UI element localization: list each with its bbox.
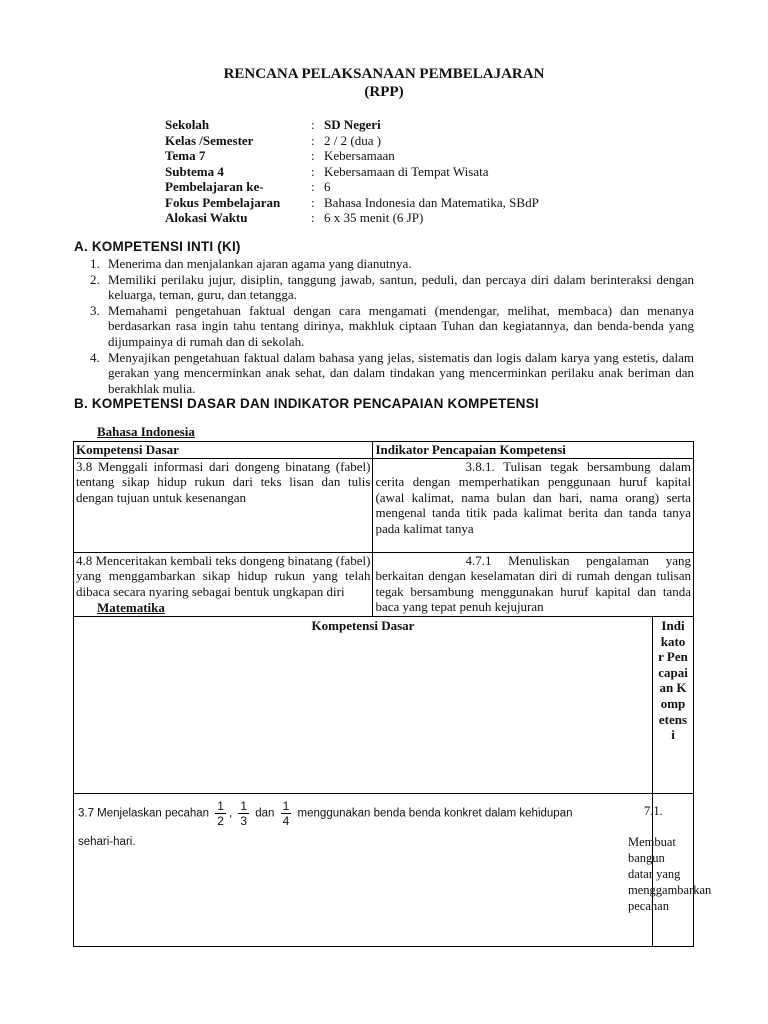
column-header-text: Indikator Pencapaian Kompetensi: [658, 618, 688, 743]
kd-prefix: 3.7 Menjelaskan pecahan: [78, 807, 210, 820]
list-item: [90, 256, 694, 272]
identity-label: Tema 7: [165, 148, 206, 163]
indicator-text: Membuat bangun datar yang menggambarkan pecahan: [628, 835, 712, 913]
bahasa-subheading: Bahasa Indonesia: [97, 424, 195, 439]
fraction-one-half: [215, 799, 226, 828]
list-item: [90, 350, 694, 397]
identity-value: Kebersamaan di Tempat Wisata: [324, 163, 489, 179]
ki-list: [90, 256, 694, 396]
identity-value: SD Negeri: [324, 117, 381, 132]
fraction-one-quarter: [281, 799, 292, 828]
identity-value: 6: [324, 179, 331, 194]
table-row: [74, 794, 694, 947]
identity-row: [165, 195, 539, 211]
table-row: [74, 458, 694, 552]
identity-label: Fokus Pembelajaran: [165, 194, 281, 210]
fraction-numerator: 1: [217, 799, 224, 813]
list-number: 1.: [90, 256, 100, 271]
column-header: [653, 617, 694, 794]
fraction-separator: ,: [228, 807, 233, 820]
identity-colon: :: [311, 117, 315, 132]
section-a-heading: A. KOMPETENSI INTI (KI): [74, 239, 241, 254]
identity-value: 6 x 35 menit (6 JP): [324, 210, 424, 225]
identity-value: Bahasa Indonesia dan Matematika, SBdP: [324, 194, 539, 210]
fraction-numerator: 1: [240, 799, 248, 813]
identity-row: [165, 210, 539, 226]
kd-cell: [74, 794, 653, 947]
fraction-numerator: 1: [282, 799, 290, 813]
fraction-denominator: 2: [217, 814, 224, 828]
identity-label: Subtema 4: [165, 163, 224, 179]
identity-label: Pembelajaran ke-: [165, 179, 264, 194]
matematika-table: [73, 616, 712, 947]
list-number: 3.: [90, 302, 100, 318]
indicator-cell: 4.7.1 Menuliskan pengalaman yang berkaitan dengan keselamatan diri di rumah dengan tulisan tegak bersambung menggunakan huruf kapital dan tanda baca yang tepat penuh kejujuran: [373, 552, 694, 616]
identity-colon: :: [311, 194, 315, 210]
list-number: 4.: [90, 349, 100, 365]
identity-colon: :: [311, 163, 315, 179]
document-title: RENCANA PELAKSANAAN PEMBELAJARAN: [223, 66, 545, 82]
identity-row: [165, 117, 539, 133]
table-row: [74, 552, 694, 616]
identity-value: 2 / 2 (dua ): [324, 132, 382, 148]
list-number: 2.: [90, 271, 100, 287]
identity-label: Kelas /Semester: [165, 132, 254, 148]
list-item: [90, 303, 694, 350]
identity-label: Alokasi Waktu: [165, 210, 248, 225]
indicator-cell: [628, 794, 712, 947]
identity-row: [165, 164, 539, 180]
list-item: [90, 272, 694, 303]
identity-colon: :: [311, 179, 315, 194]
identity-row: [165, 179, 539, 195]
section-b-heading: B. KOMPETENSI DASAR DAN INDIKATOR PENCAPAIAN KOMPETENSI: [74, 396, 539, 411]
column-header: Indikator Pencapaian Kompetensi: [373, 442, 694, 459]
matematika-subheading: Matematika: [97, 600, 165, 615]
identity-colon: :: [311, 148, 315, 163]
fraction-one-third: [238, 799, 249, 828]
kd-line-2: sehari-hari.: [78, 836, 136, 848]
table-header-row: [74, 442, 694, 459]
identity-colon: :: [311, 210, 315, 225]
indicator-number: 7.1.: [644, 804, 663, 818]
kd-cell: 4.8 Menceritakan kembali teks dongeng binatang (fabel) yang menggambarkan sikap hidup rukun yang telah dibaca secara nyaring sebagai bentuk ungkapan diri: [74, 552, 373, 616]
fraction-denominator: 3: [240, 814, 248, 828]
kd-and: dan: [255, 807, 275, 820]
identity-label: Sekolah: [165, 117, 210, 132]
indicator-cell: 3.8.1. Tulisan tegak bersambung dalam cerita dengan memperhatikan penggunaan huruf kapital (awal kalimat, nama bulan dan hari, nama orang) serta mengenal tanda titik pada kalimat berita dan tanda tanya pada kalimat tanya: [373, 458, 694, 552]
list-text: Memiliki perilaku jujur, disiplin, tanggung jawab, santun, peduli, dan percaya diri dalam berinteraksi dengan keluarga, teman, guru, dan tetangga.: [108, 271, 694, 303]
identity-row: [165, 133, 539, 149]
column-header: Kompetensi Dasar: [74, 617, 653, 794]
identity-block: [165, 117, 539, 226]
table-header-row: [74, 617, 694, 794]
kd-suffix: menggunakan benda benda konkret dalam kehidupan: [297, 807, 573, 820]
bahasa-table: [73, 441, 694, 617]
document-subtitle: (RPP): [364, 84, 404, 100]
identity-row: [165, 148, 539, 164]
list-text: Menyajikan pengetahuan faktual dalam bahasa yang jelas, sistematis dan logis dalam karya yang estetis, dalam gerakan yang mencerminkan anak sehat, dan dalam tindakan yang mencerminkan perilaku anak beriman dan berakhlak mulia.: [108, 349, 694, 396]
identity-colon: :: [311, 132, 315, 148]
list-text: Memahami pengetahuan faktual dengan cara mengamati (mendengar, melihat, membaca) dan menanya berdasarkan rasa ingin tahu tentang dirinya, makhluk ciptaan Tuhan dan kegiatannya, dan benda-benda yang dijumpainya di rumah dan di sekolah.: [108, 302, 694, 349]
list-text: Menerima dan menjalankan ajaran agama yang dianutnya.: [108, 256, 412, 271]
kd-cell: 3.8 Menggali informasi dari dongeng binatang (fabel) tentang sikap hidup rukun dari teks lisan dan tulis dengan tujuan untuk kesenangan: [74, 458, 373, 552]
fraction-denominator: 4: [282, 814, 290, 828]
identity-value: Kebersamaan: [324, 148, 395, 163]
column-header: Kompetensi Dasar: [74, 442, 373, 459]
